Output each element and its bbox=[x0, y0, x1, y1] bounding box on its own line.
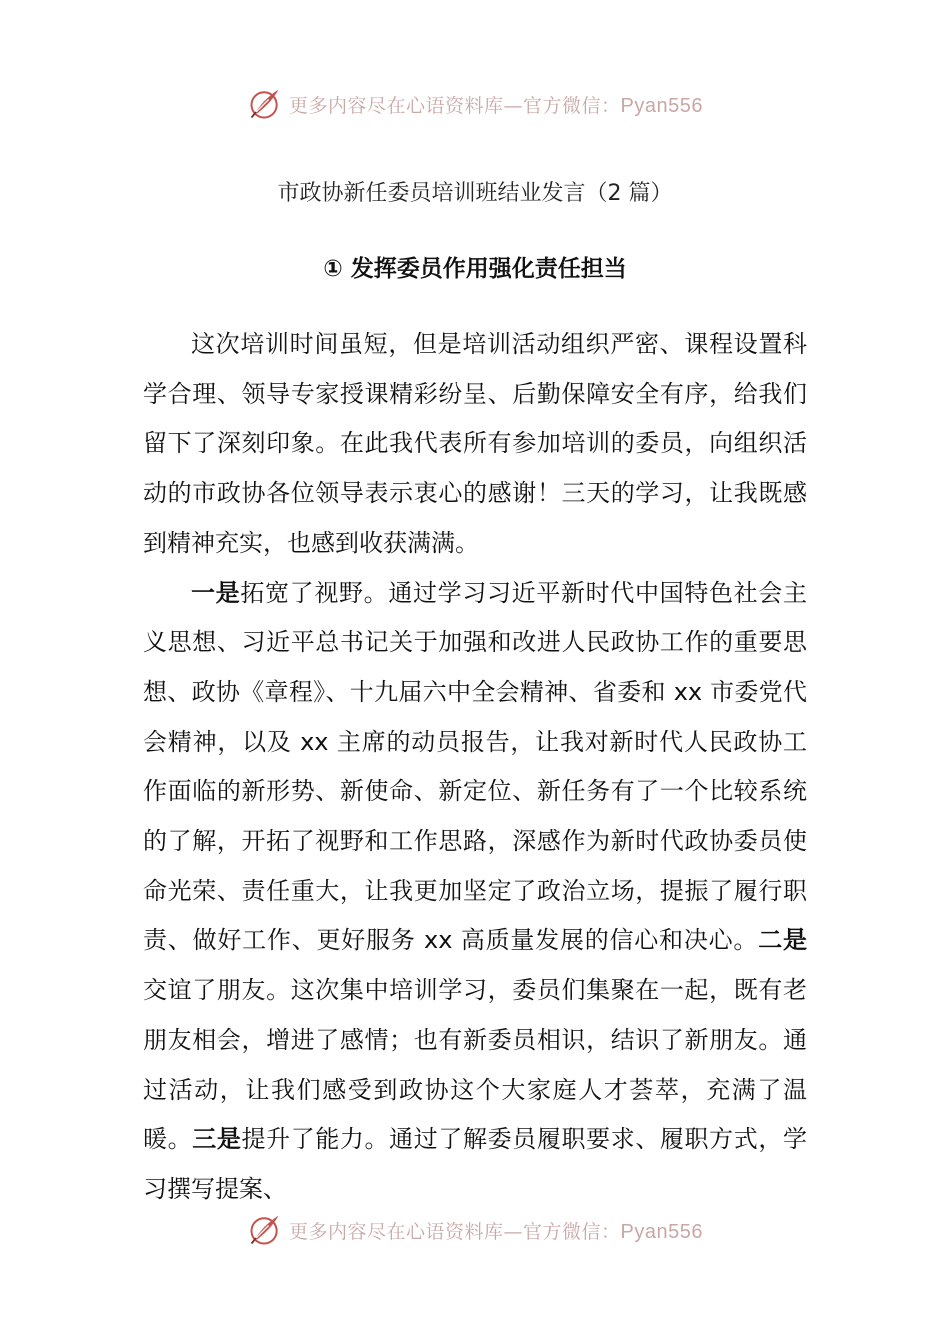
header-banner bbox=[0, 82, 950, 126]
quill-pen-logo-icon bbox=[247, 86, 283, 122]
point-3-text: 提升了能力。通过了解委员履职要求、履职方式，学习撰写提案、 bbox=[143, 1125, 808, 1203]
point-1-text: 拓宽了视野。通过学习习近平新时代中国特色社会主义思想、习近平总书记关于加强和改进人民政协工作的重要思想、政协《章程》、十九届六中全会精神、省委和 xx 市委党代会精神，以及 xx 主席的动员报告，让我对新时代人民政协工作面临的新形势、新使命、新定位、新任务有了一个比较系统的了解，开拓了视野和工作思路，深感作为新时代政协委员使命光荣、责任重大，让我更加坚定了政治立场，提振了履行职责、做好工作、更好服务 xx 高质量发展的信心和决心。 bbox=[143, 578, 808, 955]
paragraph-points bbox=[143, 569, 807, 1215]
point-3-label: 三是 bbox=[192, 1125, 242, 1154]
banner-text: 更多内容尽在心语资料库—官方微信：Pyan556 bbox=[289, 1220, 703, 1243]
quill-pen-logo-icon bbox=[247, 1212, 283, 1248]
paragraph-intro: 这次培训时间虽短，但是培训活动组织严密、课程设置科学合理、领导专家授课精彩纷呈、后勤保障安全有序，给我们留下了深刻印象。在此我代表所有参加培训的委员，向组织活动的市政协各位领导表示衷心的感谢！三天的学习，让我既感到精神充实，也感到收获满满。 bbox=[143, 330, 807, 557]
footer-banner bbox=[0, 1208, 950, 1252]
point-1-label: 一是 bbox=[191, 578, 241, 607]
banner-text: 更多内容尽在心语资料库—官方微信：Pyan556 bbox=[289, 94, 703, 117]
document-body bbox=[143, 320, 807, 1215]
document-title: 市政协新任委员培训班结业发言（2 篇） bbox=[277, 181, 673, 206]
section-heading: ① 发挥委员作用强化责任担当 bbox=[323, 256, 627, 282]
point-2-text: 交谊了朋友。这次集中培训学习，委员们集聚在一起，既有老朋友相会，增进了感情；也有新委员相识，结识了新朋友。通过活动，让我们感受到政协这个大家庭人才荟萃，充满了温暖。 bbox=[143, 976, 807, 1154]
point-2-label: 二是 bbox=[758, 926, 808, 955]
